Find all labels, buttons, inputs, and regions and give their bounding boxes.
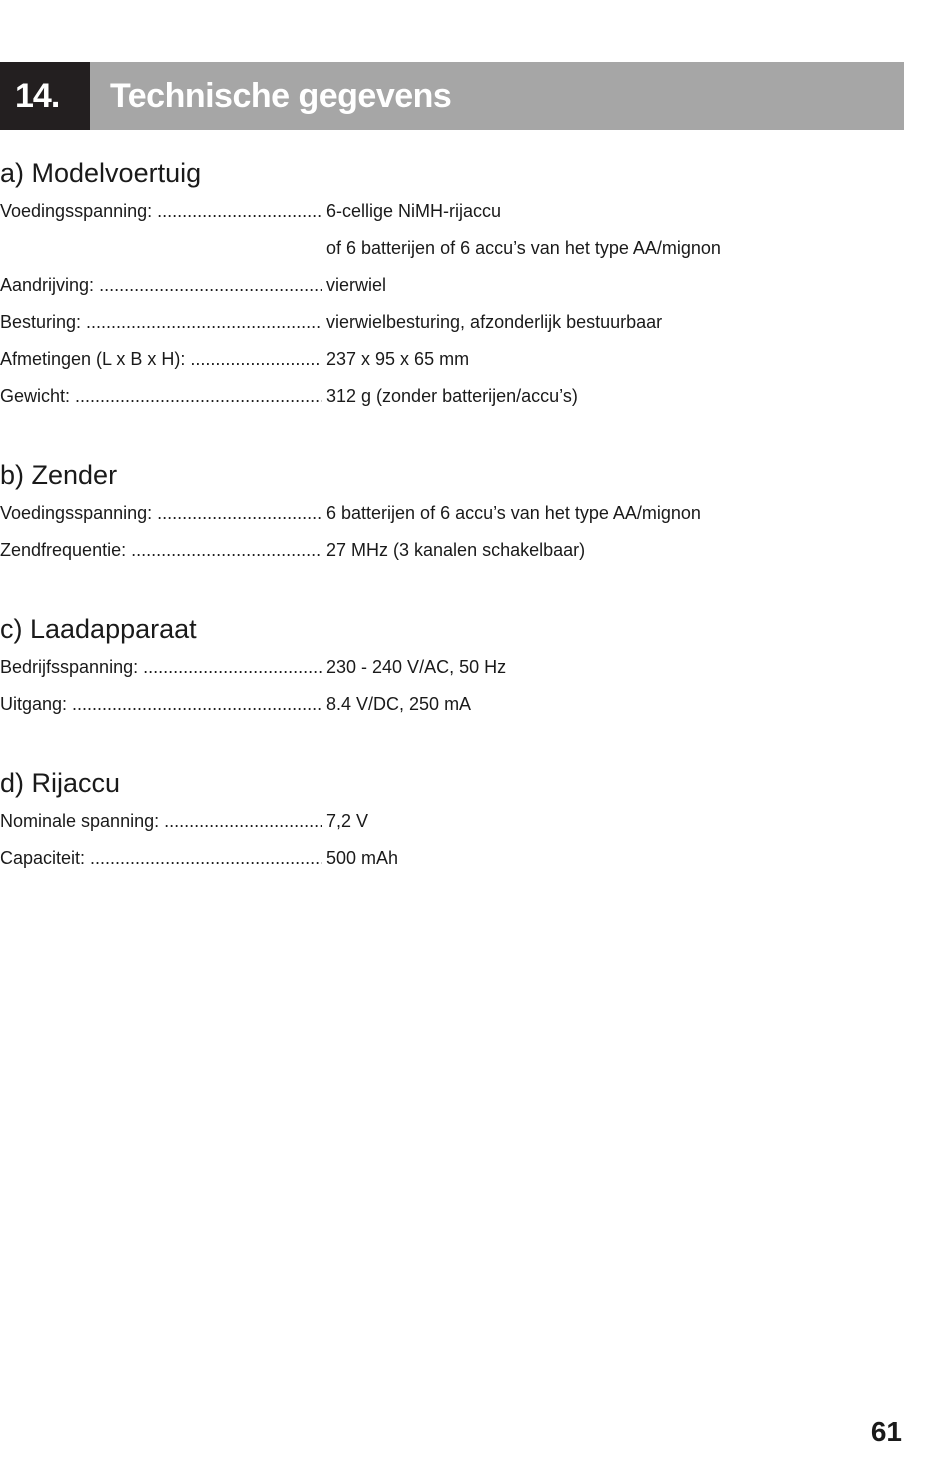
spec-value: 27 MHz (3 kanalen schakelbaar) [326, 540, 586, 560]
spec-label: Afmetingen (L x B x H): ..... [0, 341, 322, 378]
chapter-title: Technische gegevens [110, 77, 452, 115]
section-modelvoertuig [0, 153, 904, 415]
spec-row [0, 267, 904, 304]
spec-row [0, 193, 904, 230]
spec-row [0, 840, 904, 877]
spec-value: vierwielbesturing, afzonderlijk bestuurbaar [326, 312, 663, 332]
spec-row [0, 532, 904, 569]
section-laadapparaat [0, 609, 904, 723]
spec-label: Nominale spanning: ..... [0, 803, 322, 840]
spec-value: 237 x 95 x 65 mm [326, 349, 470, 369]
spec-value: vierwiel [326, 275, 387, 295]
spec-value: 312 g (zonder batterijen/accu’s) [326, 386, 578, 406]
spec-value: 6-cellige NiMH-rijaccu [326, 201, 502, 221]
spec-row [0, 341, 904, 378]
spec-value: 6 batterijen of 6 accu’s van het type AA/mignon [326, 503, 701, 523]
spec-value: 230 - 240 V/AC, 50 Hz [326, 657, 507, 677]
spec-label: Voedingsspanning: ..... [0, 495, 322, 532]
spec-row [0, 304, 904, 341]
section-title: c) Laadapparaat [0, 614, 197, 644]
section-title: a) Modelvoertuig [0, 158, 202, 188]
spec-label: Zendfrequentie: ..... [0, 532, 322, 569]
spec-value: 500 mAh [326, 848, 399, 868]
spec-label: Besturing: ..... [0, 304, 322, 341]
spec-row [0, 495, 904, 532]
spec-value: of 6 batterijen of 6 accu’s van het type AA/mignon [326, 238, 721, 258]
section-title: d) Rijaccu [0, 768, 121, 798]
spec-label: Aandrijving: ..... [0, 267, 322, 304]
spec-row [0, 803, 904, 840]
page-number: 61 [870, 1416, 902, 1447]
spec-value: 8.4 V/DC, 250 mA [326, 694, 472, 714]
spec-label: Uitgang: ..... [0, 686, 322, 723]
spec-label: Bedrijfsspanning: ..... [0, 649, 322, 686]
spec-value: 7,2 V [326, 811, 369, 831]
spec-row [0, 686, 904, 723]
chapter-number: 14. [0, 62, 90, 130]
spec-label: Voedingsspanning: ..... [0, 193, 322, 230]
spec-row [0, 378, 904, 415]
spec-row [0, 649, 904, 686]
section-title: b) Zender [0, 460, 118, 490]
chapter-header [0, 62, 904, 130]
spec-label: Capaciteit: ..... [0, 840, 322, 877]
spec-label: Gewicht: ..... [0, 378, 322, 415]
spec-row-continuation [0, 230, 904, 267]
section-zender [0, 455, 904, 569]
section-rijaccu [0, 763, 904, 877]
